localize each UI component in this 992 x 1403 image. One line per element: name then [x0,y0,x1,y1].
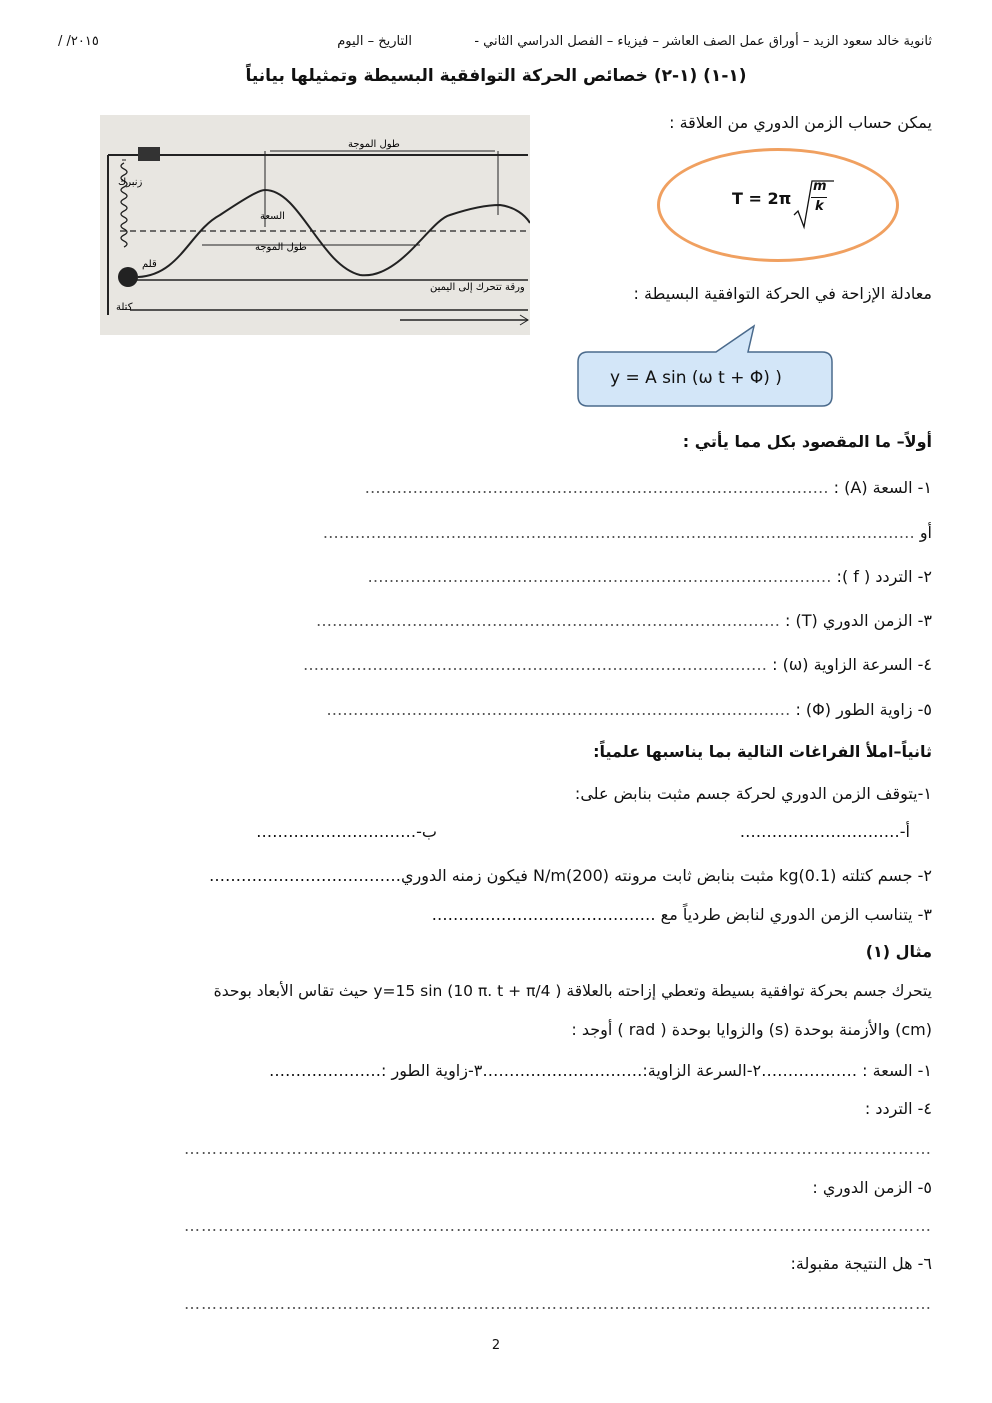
date-value: ٢٠١٥/ / [58,34,99,49]
fraction-bar [811,197,827,198]
label-wavelength-top: طول الموجة [348,139,400,150]
period-formula-lhs: T = 2π [732,189,792,208]
s1-item-or-label: أو [919,523,932,542]
wave-figure [100,115,530,335]
s1-item-2-dots[interactable]: …………………………………………………………………………… [367,567,832,586]
s1-item-or [62,523,932,542]
page-title: (١-١) (١-٢) خصائص الحركة التوافقية البسيطة وتمثيلها بيانياً [245,66,747,86]
s1-item-5-dots[interactable]: …………………………………………………………………………… [326,700,791,719]
s1-item-4-label: ٤- السرعة الزاوية (ω) : [772,655,932,674]
example-q6: ٦- هل النتيجة مقبولة: [790,1254,932,1273]
period-intro: يمكن حساب الزمن الدوري من العلاقة : [669,113,932,132]
example-line1: يتحرك جسم بحركة توافقية بسيطة وتعطي إزاحته بالعلاقة ( y=15 sin (10 π. t + π/4 حيث تقاس الأبعاد بوحدة [213,982,932,1000]
date-label: التاريخ – اليوم [337,34,412,49]
example-q4-dots[interactable]: …………………………………………………………………………………………………………………… [184,1139,932,1158]
school-line: ثانوية خالد سعود الزيد – أوراق عمل الصف العاشر – فيزياء – الفصل الدراسي الثاني - [474,34,932,49]
s1-item-1 [62,478,932,497]
s1-item-1-dots[interactable]: …………………………………………………………………………… [364,478,829,497]
period-formula-oval [657,148,899,262]
s2-q1-a[interactable]: أ-………………………… [739,822,910,841]
s1-item-5-label: ٥- زاوية الطور (Φ) : [795,700,932,719]
example-q-row[interactable]: ١- السعة : ………………٢-السرعة الزاوية:…………………………٣-زاوية الطور :………………… [269,1061,932,1080]
displacement-formula: y = A sin (ω t + Φ) ) [610,368,782,388]
s1-item-4 [62,655,932,674]
s1-item-5 [62,700,932,719]
s1-item-or-dots[interactable]: ………………………………………………………………………………………………… [322,523,915,542]
label-spring: زنبرك [118,177,143,188]
section1-heading: أولاً– ما المقصود بكل مما يأتي : [682,432,932,451]
s1-item-3-label: ٣- الزمن الدوري (T) : [785,611,932,630]
period-formula-num: m [813,179,827,194]
example-line2: (cm) والأزمنة بوحدة (s) والزوايا بوحدة ( rad ) أوجد : [571,1020,932,1039]
displacement-intro: معادلة الإزاحة في الحركة التوافقية البسيطة : [633,284,932,303]
page-number: 2 [491,1338,501,1353]
example-q4: ٤- التردد : [864,1099,932,1118]
s1-item-2-label: ٢- التردد ( f ): [836,567,932,586]
section2-heading: ثانياً–املأ الفراغات التالية بما يناسبها علمياً: [593,742,932,761]
s2-q1: ١-يتوقف الزمن الدوري لحركة جسم مثبت بنابض على: [574,784,932,803]
displacement-callout [576,352,834,406]
label-pen: قلم [142,259,157,270]
s1-item-1-label: ١- السعة (A) : [833,478,932,497]
label-mass: كتلة [116,302,133,313]
example-heading: مثال (١) [865,942,932,961]
label-wavelength-mid: طول الموجة [255,242,307,253]
s2-q2[interactable]: ٢- جسم كتلته (0.1)kg مثبت بنابض ثابت مرونته (200)N/m فيكون زمنه الدوري……………………………… [209,866,932,885]
period-formula-den: k [815,199,824,214]
s1-item-2 [62,567,932,586]
s1-item-3 [62,611,932,630]
wave-diagram [100,115,530,335]
example-q6-dots[interactable]: …………………………………………………………………………………………………………………… [184,1294,932,1313]
example-q5: ٥- الزمن الدوري : [812,1178,932,1197]
label-paper: ورقة تتحرك إلى اليمين [430,282,525,293]
s1-item-4-dots[interactable]: …………………………………………………………………………… [303,655,768,674]
example-q5-dots[interactable]: …………………………………………………………………………………………………………………… [184,1216,932,1235]
s1-item-3-dots[interactable]: …………………………………………………………………………… [315,611,780,630]
label-amplitude: السعة [260,211,285,222]
s2-q1-b[interactable]: ب-………………………… [256,822,437,841]
s2-q3[interactable]: ٣- يتناسب الزمن الدوري لنابض طردياً مع …………………………………… [431,905,932,924]
